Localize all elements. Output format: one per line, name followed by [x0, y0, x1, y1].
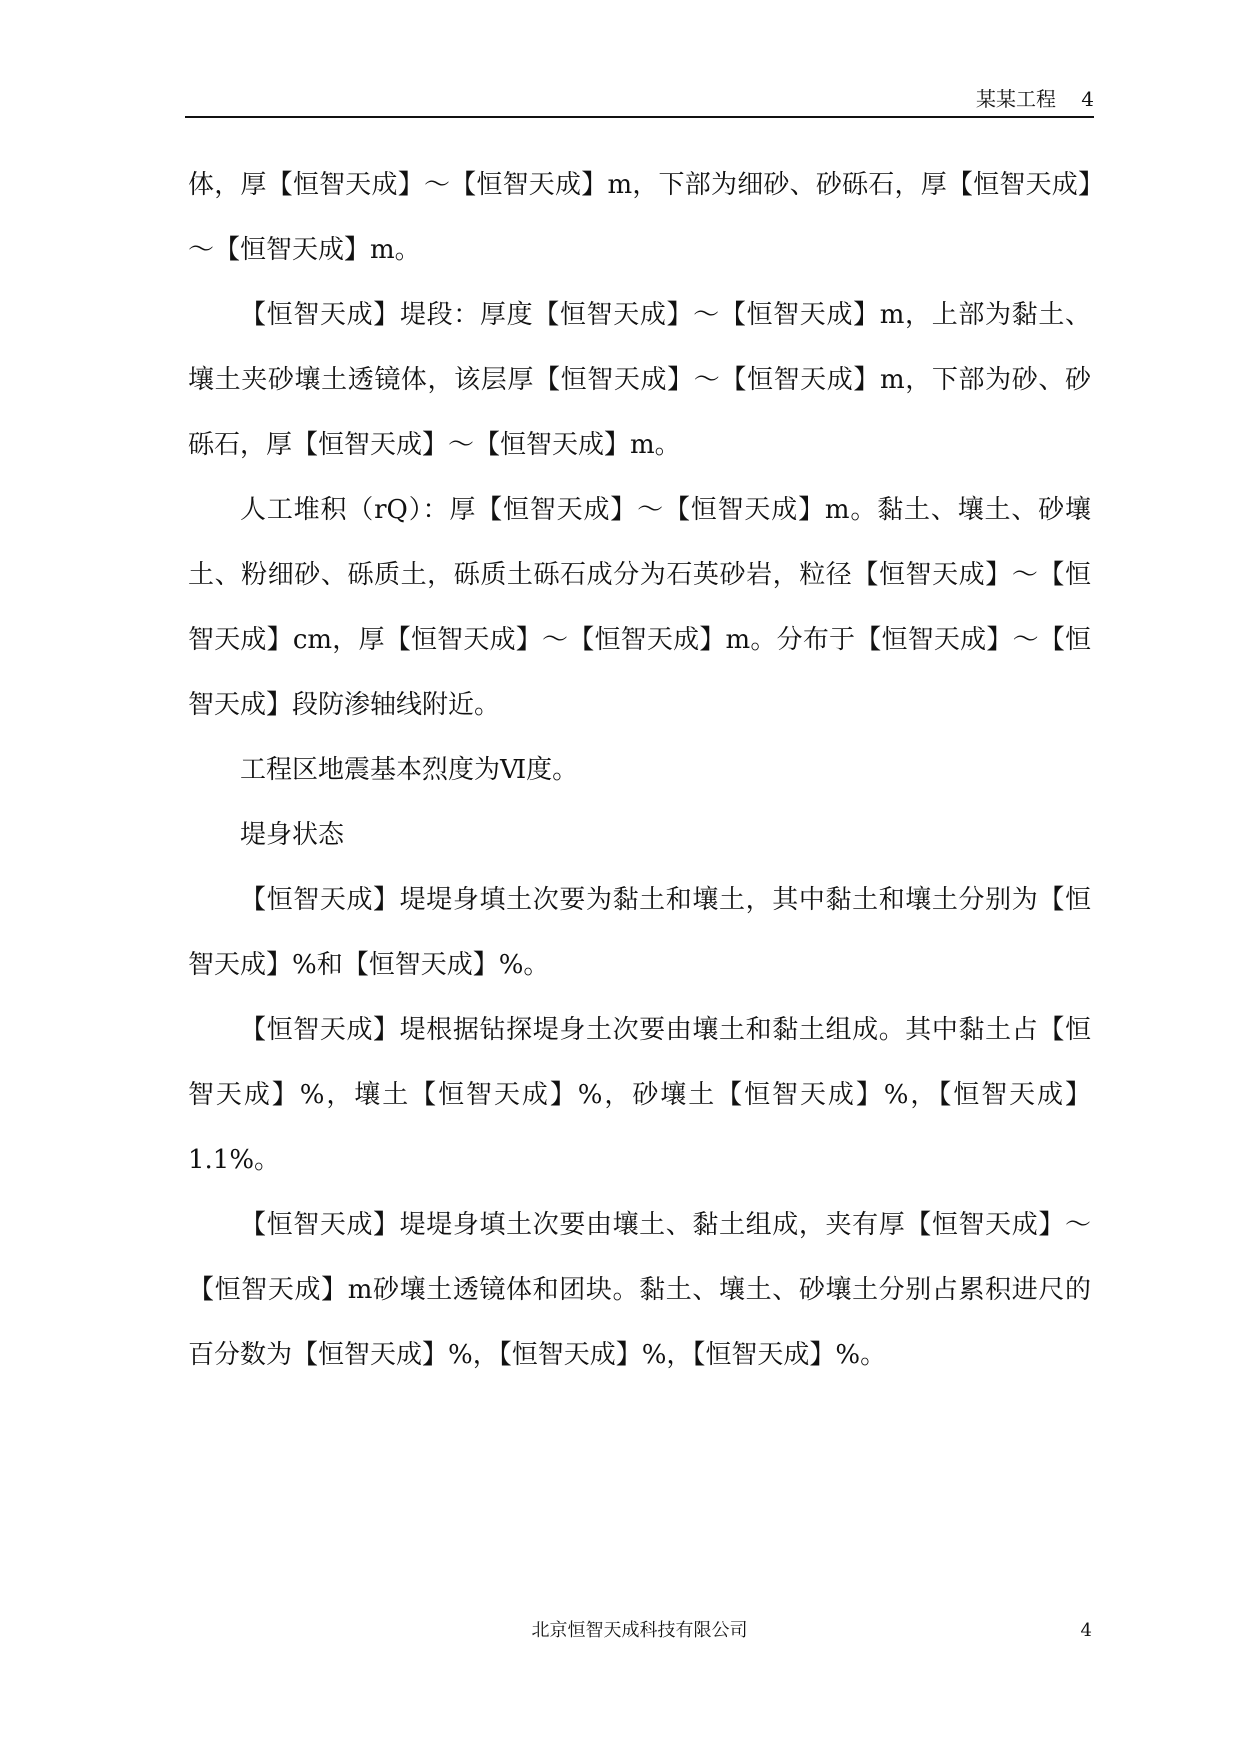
page-header: [185, 86, 1094, 118]
paragraph: 【恒智天成】堤堤身填土次要为黏土和壤土，其中黏土和壤土分别为【恒智天成】%和【恒智天成】%。: [188, 885, 1091, 980]
footer-company: 北京恒智天成科技有限公司: [531, 1620, 748, 1641]
paragraph-continuation: 体，厚【恒智天成】～【恒智天成】m，下部为细砂、砂砾石，厚【恒智天成】～【恒智天成】m。: [188, 170, 1091, 265]
paragraph: 人工堆积（rQ）：厚【恒智天成】～【恒智天成】m。黏土、壤土、砂壤土、粉细砂、砾质土，砾质土砾石成分为石英砂岩，粒径【恒智天成】～【恒智天成】cm，厚【恒智天成】～【恒智天成】m。分布于【恒智天成】～【恒智天成】段防渗轴线附近。: [188, 495, 1091, 720]
paragraph: 【恒智天成】堤段：厚度【恒智天成】～【恒智天成】m，上部为黏土、壤土夹砂壤土透镜体，该层厚【恒智天成】～【恒智天成】m，下部为砂、砂砾石，厚【恒智天成】～【恒智天成】m。: [188, 300, 1091, 460]
paragraph: 【恒智天成】堤根据钻探堤身土次要由壤土和黏土组成。其中黏土占【恒智天成】%，壤土【恒智天成】%，砂壤土【恒智天成】%，【恒智天成】1.1%。: [188, 1015, 1091, 1175]
document-body: [188, 153, 1091, 1388]
paragraph: 工程区地震基本烈度为Ⅵ度。: [240, 755, 579, 785]
page-footer: [185, 1618, 1094, 1644]
section-heading: 堤身状态: [240, 820, 345, 850]
paragraph: 【恒智天成】堤堤身填土次要由壤土、黏土组成，夹有厚【恒智天成】～【恒智天成】m砂壤土透镜体和团块。黏土、壤土、砂壤土分别占累积进尺的百分数为【恒智天成】%，【恒智天成】%，【恒智天成】%。: [188, 1210, 1091, 1370]
header-page-number: 4: [1081, 87, 1094, 111]
header-title: 某某工程: [976, 87, 1056, 111]
footer-page-number: 4: [1080, 1620, 1092, 1641]
